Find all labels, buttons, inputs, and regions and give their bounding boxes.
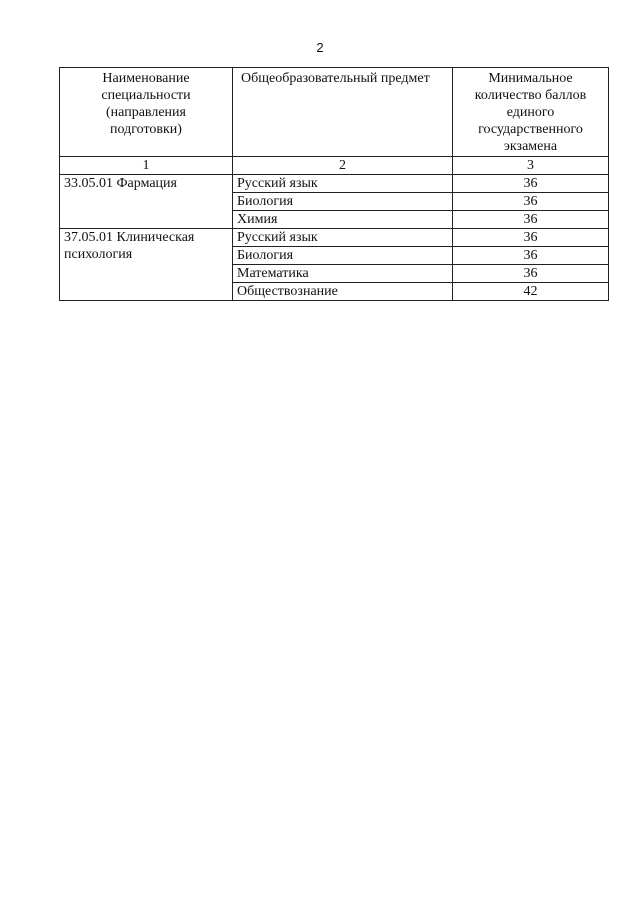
subject-cell: Химия [233,211,453,229]
subject-cell: Русский язык [233,229,453,247]
score-cell: 36 [453,175,609,193]
table-row [60,229,609,247]
header-subject: Общеобразовательный предмет [233,68,453,157]
subject-cell: Биология [233,247,453,265]
column-numbers-row [60,157,609,175]
column-number: 1 [60,157,233,175]
table-header-row [60,68,609,157]
score-cell: 36 [453,247,609,265]
specialty-cell: 33.05.01 Фармация [60,175,233,229]
min-scores-table [59,67,609,301]
column-number: 3 [453,157,609,175]
score-cell: 36 [453,193,609,211]
score-cell: 36 [453,229,609,247]
score-cell: 36 [453,211,609,229]
score-cell: 42 [453,283,609,301]
specialty-cell: 37.05.01 Клиническая психология [60,229,233,301]
score-cell: 36 [453,265,609,283]
subject-cell: Математика [233,265,453,283]
header-min-score: Минимальное количество баллов единого государственного экзамена [453,68,609,157]
subject-cell: Русский язык [233,175,453,193]
column-number: 2 [233,157,453,175]
page-number: 2 [316,40,324,55]
subject-cell: Обществознание [233,283,453,301]
header-specialty: Наименование специальности (направления подготовки) [60,68,233,157]
table-row [60,175,609,193]
subject-cell: Биология [233,193,453,211]
